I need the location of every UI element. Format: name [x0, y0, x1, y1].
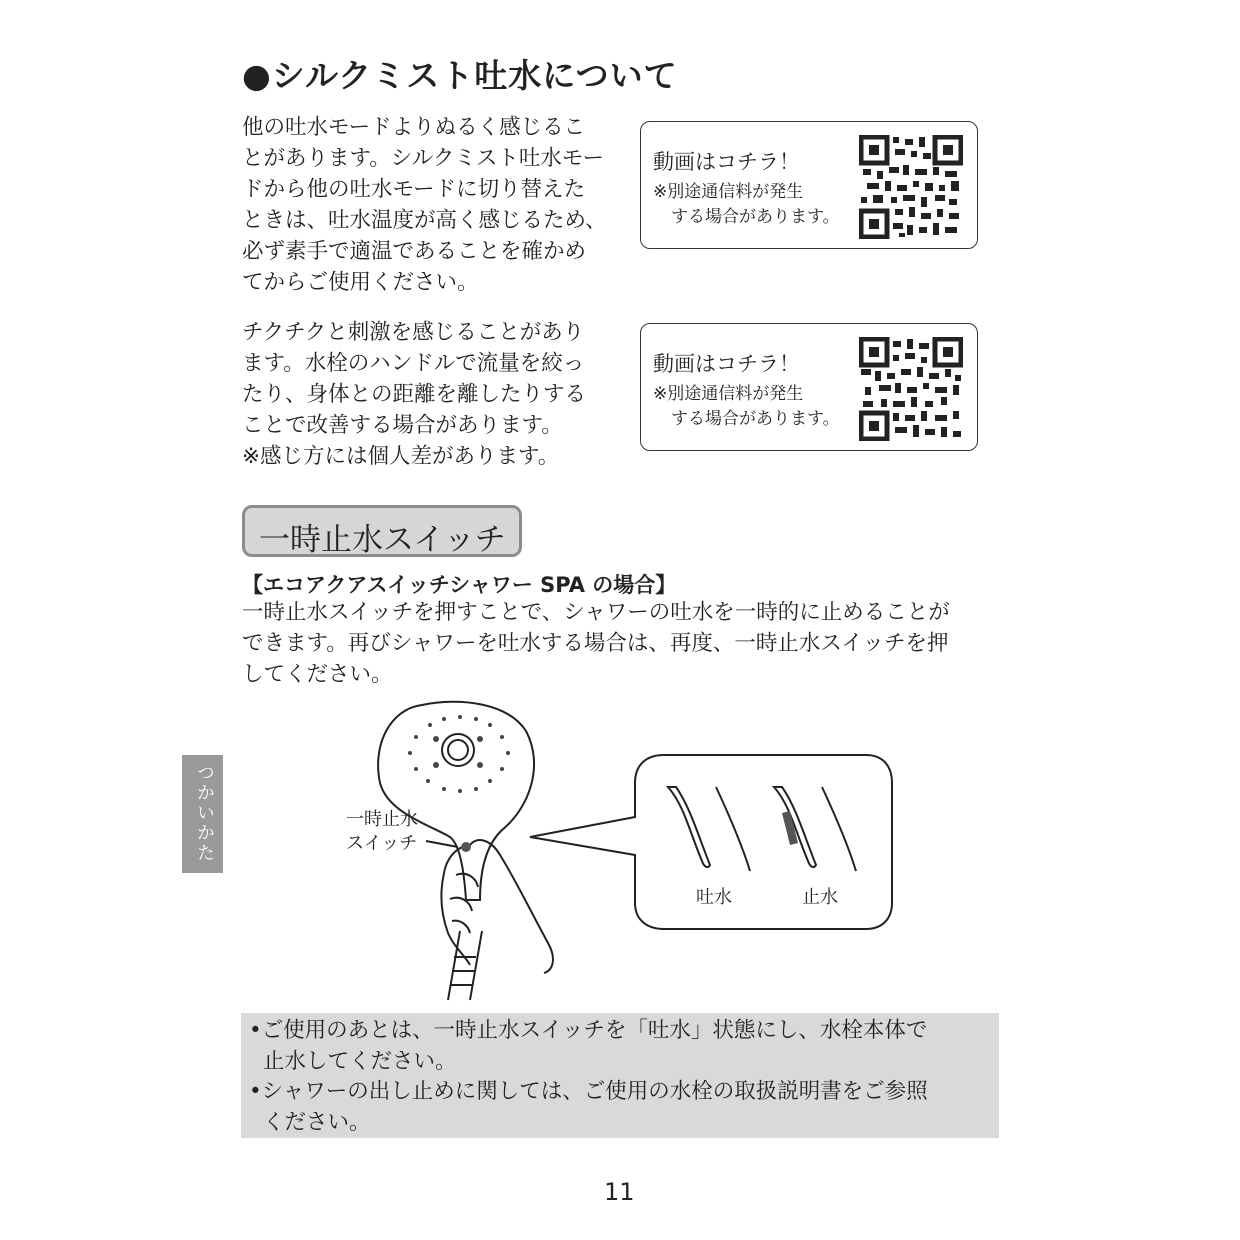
side-tab-label: つかいかた: [194, 763, 215, 863]
description-line: できます。再びシャワーを吐水する場合は、再度、一時止水スイッチを押: [242, 631, 949, 656]
note-2-line1: •シャワーの出し止めに関しては、ご使用の水栓の取扱説明書をご参照: [249, 1079, 928, 1104]
section-title-box: [242, 505, 522, 557]
video-link-note: する場合があります。: [671, 207, 840, 227]
note-1-line1: •ご使用のあとは、一時止水スイッチを「吐水」状態にし、水栓本体で: [249, 1018, 928, 1043]
silk-mist-paragraph-2: [242, 317, 632, 472]
paragraph-line: ときは、吐水温度が高く感じるため、: [242, 208, 607, 233]
paragraph-line: ※感じ方には個人差があります。: [242, 444, 560, 469]
description-line: 一時止水スイッチを押すことで、シャワーの吐水を一時的に止めることが: [242, 600, 950, 625]
paragraph-line: とがあります。シルクミスト吐水モー: [242, 146, 604, 171]
side-tab: [182, 755, 223, 873]
description-line: してください。: [242, 662, 393, 687]
qr-code-icon[interactable]: [859, 135, 963, 239]
video-link-title: 動画はコチラ！: [653, 352, 800, 376]
video-link-box-1[interactable]: [640, 121, 978, 249]
silk-mist-paragraph-1: [242, 112, 632, 298]
section-title: 一時止水スイッチ: [259, 522, 506, 558]
switch-label-line1: 一時止水: [346, 809, 418, 830]
switch-description: [242, 597, 950, 690]
state-label-off: 止水: [802, 887, 838, 908]
paragraph-line: ドから他の吐水モードに切り替えた: [242, 177, 586, 202]
paragraph-line: チクチクと刺激を感じることがあり: [242, 320, 585, 345]
qr-code-icon[interactable]: [859, 337, 963, 441]
paragraph-line: 他の吐水モードよりぬるく感じるこ: [242, 115, 586, 140]
shower-illustration: [330, 695, 910, 1005]
state-label-on: 吐水: [696, 887, 732, 908]
video-link-note: ※別途通信料が発生: [653, 384, 804, 404]
page-number: 11: [604, 1178, 635, 1206]
product-subtitle: 【エコアクアスイッチシャワー SPA の場合】: [242, 573, 677, 597]
usage-notes: [241, 1013, 999, 1138]
paragraph-line: ことで改善する場合があります。: [242, 413, 563, 438]
video-link-note: ※別途通信料が発生: [653, 182, 804, 202]
paragraph-line: てからご使用ください。: [242, 270, 479, 295]
switch-label-line2: スイッチ: [346, 833, 418, 854]
note-2-line2: ください。: [263, 1110, 371, 1135]
section-heading-silk-mist: ●シルクミスト吐水について: [242, 56, 678, 95]
video-link-note: する場合があります。: [671, 409, 840, 429]
note-1-line2: 止水してください。: [263, 1049, 457, 1074]
paragraph-line: たり、身体との距離を離したりする: [242, 382, 587, 407]
paragraph-line: 必ず素手で適温であることを確かめ: [242, 239, 587, 264]
paragraph-line: ます。水栓のハンドルで流量を絞っ: [242, 351, 585, 376]
video-link-box-2[interactable]: [640, 323, 978, 451]
video-link-title: 動画はコチラ！: [653, 150, 800, 174]
